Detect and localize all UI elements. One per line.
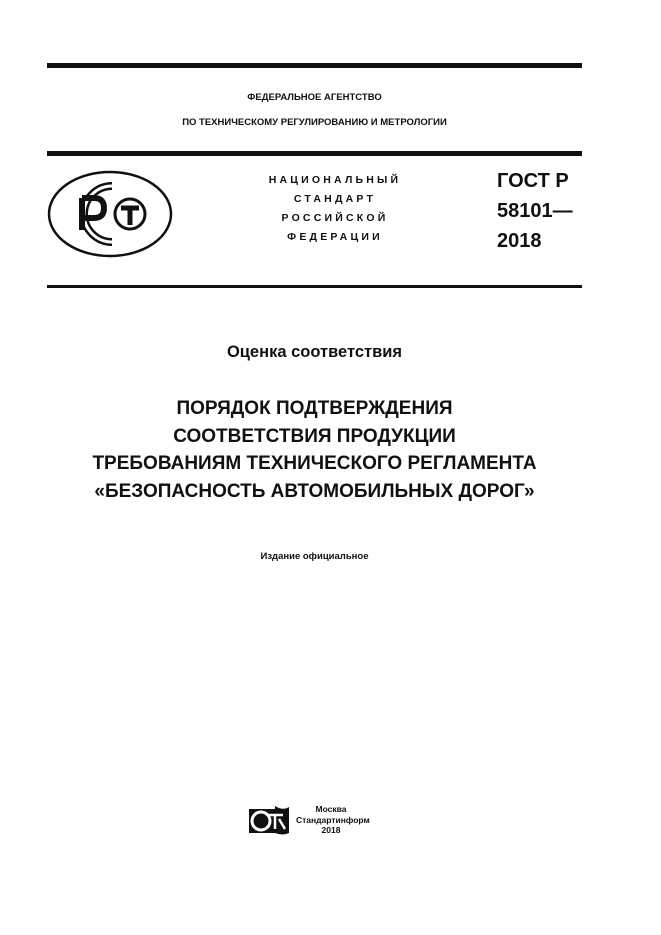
publisher-name: Стандартинформ (296, 814, 370, 825)
agency-line-1: ФЕДЕРАЛЬНОЕ АГЕНТСТВО (247, 92, 382, 103)
edition-label: Издание официальное (260, 551, 369, 562)
standartinform-logo (247, 805, 291, 837)
publisher-info (296, 804, 370, 836)
top-rule (47, 63, 582, 68)
gost-line: ГОСТ Р (497, 170, 569, 192)
national-line: ФЕДЕРАЦИИ (287, 231, 383, 243)
title-line: «БЕЗОПАСНОСТЬ АВТОМОБИЛЬНЫХ ДОРОГ» (94, 480, 535, 502)
title-line: ТРЕБОВАНИЯМ ТЕХНИЧЕСКОГО РЕГЛАМЕНТА (92, 453, 537, 474)
rst-logo (46, 168, 174, 260)
title-line: ПОРЯДОК ПОДТВЕРЖДЕНИЯ (176, 398, 453, 419)
agency-line-2: ПО ТЕХНИЧЕСКОМУ РЕГУЛИРОВАНИЮ И МЕТРОЛОГИИ (182, 117, 447, 128)
publisher-city: Москва (315, 804, 347, 814)
national-standard-label (240, 171, 430, 247)
gost-line: 2018 (497, 230, 542, 252)
title-line: СООТВЕТСТВИЯ ПРОДУКЦИИ (173, 425, 456, 447)
document-title (0, 395, 629, 505)
national-line: СТАНДАРТ (293, 193, 377, 205)
gost-number (497, 166, 573, 256)
publisher-year: 2018 (321, 825, 341, 835)
national-line: НАЦИОНАЛЬНЫЙ (268, 174, 402, 186)
header-rule (47, 151, 582, 156)
national-line: РОССИЙСКОЙ (281, 212, 389, 224)
block-rule (47, 285, 582, 288)
gost-line: 58101— (497, 200, 573, 222)
document-subtitle: Оценка соответствия (226, 343, 403, 361)
